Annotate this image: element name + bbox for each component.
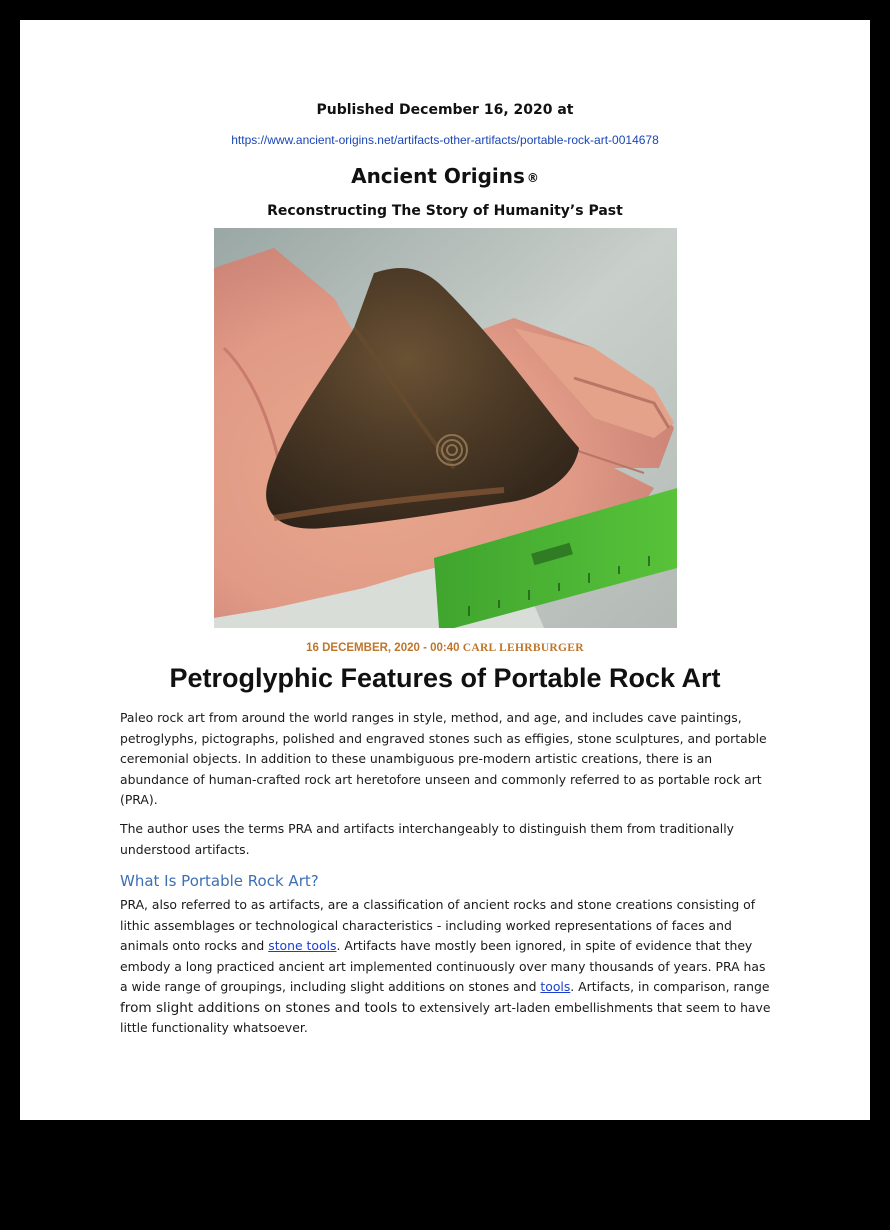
paragraph-terms: The author uses the terms PRA and artifacts interchangeably to distinguish them from traditionally understood artifacts. [120, 821, 735, 857]
article-headline: Petroglyphic Features of Portable Rock Art [169, 663, 721, 693]
brand-tagline: Reconstructing The Story of Humanity’s Past [267, 203, 623, 219]
paragraph-definition [120, 895, 772, 1039]
article-photo [214, 228, 677, 628]
paragraph3-part2: . Artifacts have mostly been ignored, in spite of evidence that they embody a long practiced ancient art implemented continuously over many thousands of years. PRA has a wide range of groupings, including slight additions on stones and [120, 938, 766, 994]
brand-name: Ancient Origins [351, 164, 525, 188]
paragraph3-part3: . Artifacts, in comparison, range [570, 979, 770, 994]
document-page [20, 20, 870, 1120]
paragraph-intro: Paleo rock art from around the world ranges in style, method, and age, and includes cave paintings, petroglyphs, pictographs, polished and engraved stones such as effigies, stone sculptures, and portable ceremonial objects. In addition to these unambiguous pre-modern artistic creations, there is an abundance of human-crafted rock art heretofore unseen and commonly referred to as portable rock art (PRA). [120, 710, 767, 807]
tools-link[interactable]: tools [540, 979, 571, 994]
source-url-link[interactable]: https://www.ancient-origins.net/artifacts-other-artifacts/portable-rock-art-0014678 [231, 133, 659, 147]
paragraph3-part5: extensively art-laden embellishments that seem to have little functionality whatsoever. [120, 999, 771, 1035]
article-byline [20, 642, 870, 654]
article-date: 16 DECEMBER, 2020 - 00:40 [306, 642, 460, 654]
brand-title [20, 164, 870, 188]
paragraph3-part4: from slight additions on stones and tools to [120, 999, 416, 1016]
registered-mark: ® [526, 170, 539, 185]
section-heading: What Is Portable Rock Art? [120, 872, 319, 890]
paragraph3-part1: PRA, also referred to as artifacts, are a classification of ancient rocks and stone creations consisting of lithic assemblages or technological characteristics - including worked representations of faces and animals onto rocks and [120, 897, 756, 953]
article-author: CARL LEHRBURGER [462, 642, 584, 654]
stone-tools-link[interactable]: stone tools [268, 938, 337, 953]
published-line: Published December 16, 2020 at [316, 102, 574, 118]
rock-in-hand-photo [214, 228, 677, 628]
